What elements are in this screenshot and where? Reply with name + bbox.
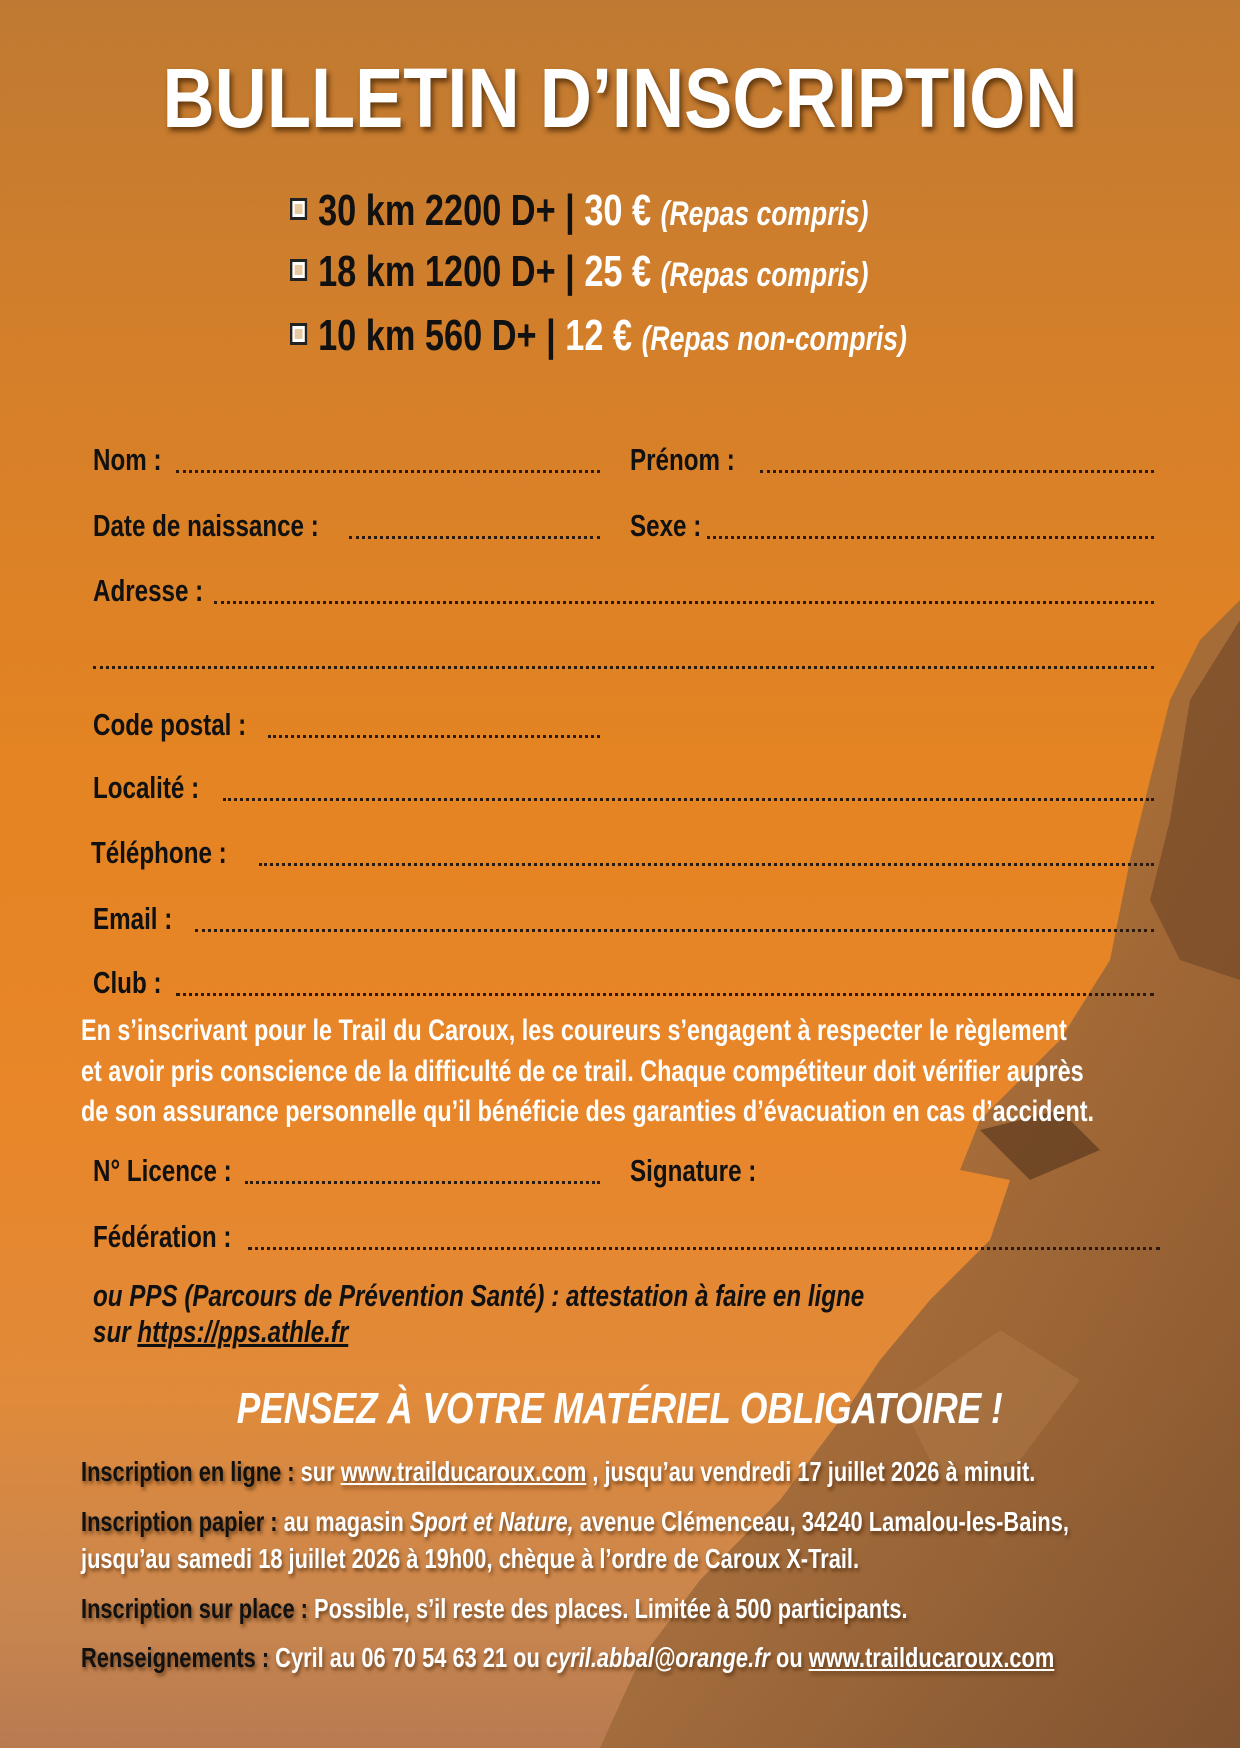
checkbox-18km[interactable] [290,259,307,281]
page-title: BULLETIN D’INSCRIPTION [162,51,1078,145]
prenom-field[interactable] [760,470,1154,473]
adresse-field[interactable] [214,601,1154,604]
date-naissance-field[interactable] [349,536,600,539]
signature-label: Signature : [630,1153,757,1188]
checkbox-10km[interactable] [290,323,307,345]
prenom-label: Prénom : [630,442,735,477]
sexe-label: Sexe : [630,508,702,543]
disclaimer-line: En s’inscrivant pour le Trail du Caroux, les coureurs s’engagent à respecter le règlement [81,1014,1067,1047]
nom-field[interactable] [176,470,600,473]
federation-field[interactable] [248,1247,1160,1250]
nom-label: Nom : [93,442,162,477]
club-field[interactable] [176,993,1154,996]
pps-link-line: sur https://pps.athle.fr [93,1314,349,1349]
option-18km[interactable]: 18 km 1200 D+ | 25 € (Repas compris) [290,247,1032,297]
info-paper-line2: jusqu’au samedi 18 juillet 2026 à 19h00, chèque à l’ordre de Caroux X-Trail. [81,1543,860,1574]
date-naissance-label: Date de naissance : [93,508,319,543]
code-postal-field[interactable] [268,735,600,738]
checkbox-30km[interactable] [290,198,307,220]
disclaimer-line: de son assurance personnelle qu’il bénéficie des garanties d’évacuation en cas d’accident. [81,1095,1095,1128]
localite-label: Localité : [93,770,200,805]
code-postal-label: Code postal : [93,707,247,742]
pps-link[interactable]: https://pps.athle.fr [137,1314,349,1349]
telephone-field[interactable] [259,863,1154,866]
disclaimer-line: et avoir pris conscience de la difficulté de ce trail. Chaque compétiteur doit vérifier auprès [81,1055,1084,1088]
adresse-field-line2[interactable] [93,666,1154,669]
option-30km[interactable]: 30 km 2200 D+ | 30 € (Repas compris) [290,186,1032,236]
telephone-label: Téléphone : [91,835,227,870]
info-online: Inscription en ligne : sur www.trailducaroux.com , jusqu’au vendredi 17 juillet 2026 à minuit. [81,1456,1036,1487]
licence-field[interactable] [245,1181,600,1184]
pps-note: ou PPS (Parcours de Prévention Santé) : attestation à faire en ligne [93,1278,865,1313]
website-link[interactable]: www.trailducaroux.com [808,1642,1055,1673]
licence-label: N° Licence : [93,1153,232,1188]
sexe-field[interactable] [707,536,1154,539]
info-contact: Renseignements : Cyril au 06 70 54 63 21 ou cyril.abbal@orange.fr ou www.trailducaroux.com [81,1642,1055,1673]
option-10km[interactable]: 10 km 560 D+ | 12 € (Repas non-compris) [290,311,1081,361]
equipment-reminder: PENSEZ À VOTRE MATÉRIEL OBLIGATOIRE ! [236,1384,1003,1433]
website-link[interactable]: www.trailducaroux.com [340,1456,587,1487]
email-label: Email : [93,901,173,936]
info-onsite: Inscription sur place : Possible, s’il reste des places. Limitée à 500 participants. [81,1593,908,1624]
club-label: Club : [93,965,162,1000]
adresse-label: Adresse : [93,573,204,608]
localite-field[interactable] [223,798,1154,801]
email-field[interactable] [195,929,1154,932]
federation-label: Fédération : [93,1219,232,1254]
email-link[interactable]: cyril.abbal@orange.fr [545,1642,770,1673]
info-paper: Inscription papier : au magasin Sport et Nature, avenue Clémenceau, 34240 Lamalou-les-Bains, [81,1506,1069,1537]
